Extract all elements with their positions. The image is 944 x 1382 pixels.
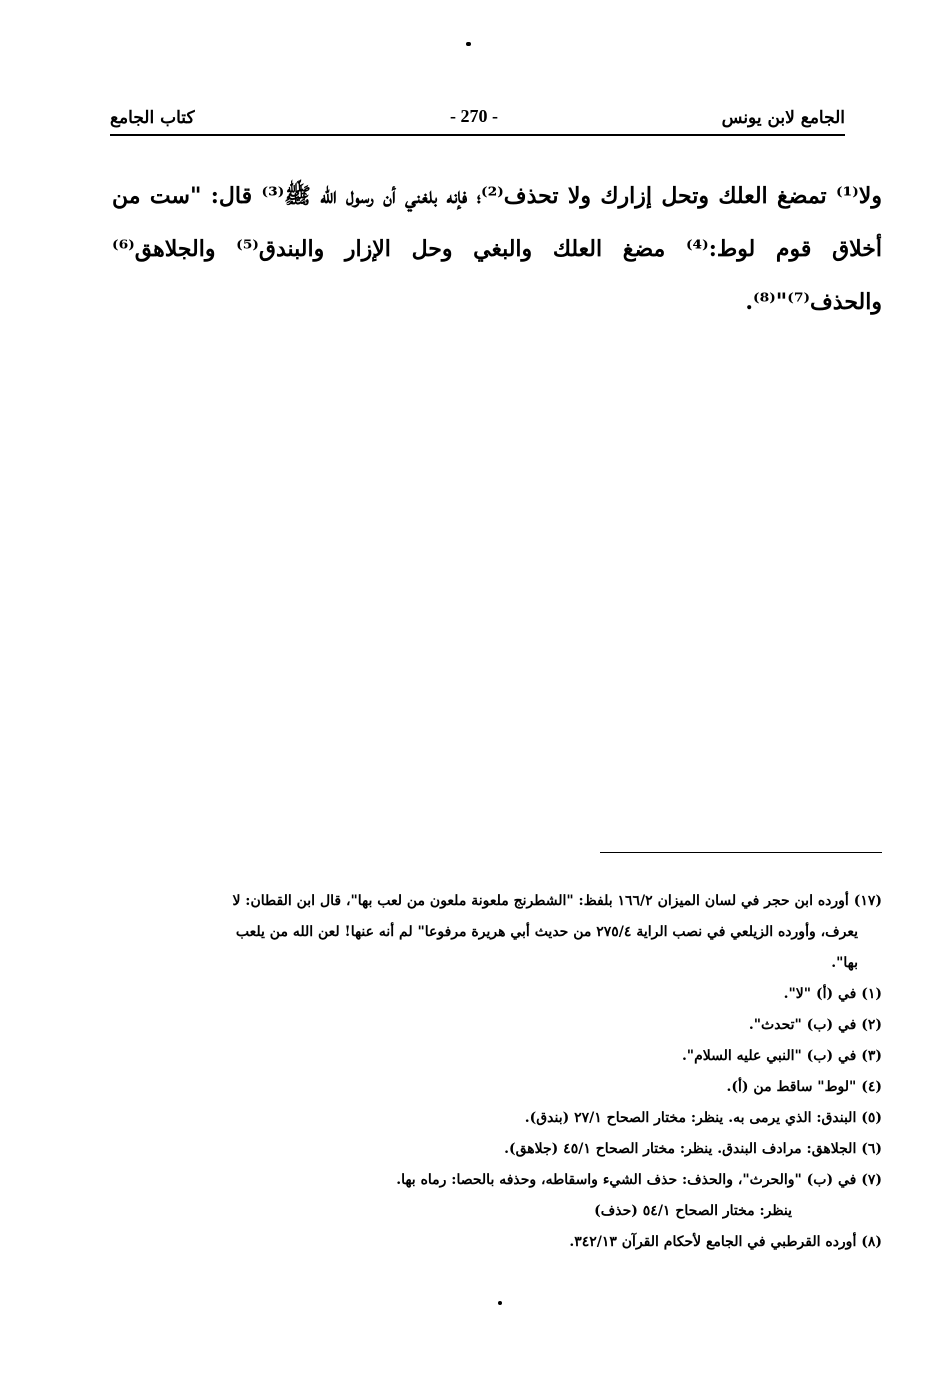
main-text — [112, 170, 882, 329]
header-book-title: الجامع لابن يونس — [721, 108, 845, 128]
footnote-7-line-1: (٧) في (ب) "والحرث"، والحذف: حذف الشيء واسقاطه، وحذفه بالحصا: رماه بها. — [396, 1172, 882, 1188]
footnote-5: (٥) البندق: الذي يرمى به. ينظر: مختار الصحاح ٢٧/١ (بندق). — [524, 1110, 882, 1126]
main-paragraph: ولا⁽¹⁾ تمضغ العلك وتحل إزارك ولا تحذف⁽²⁾؛ فإنه بلغني أن رسول الله ﷺ⁽³⁾ قال: "ست من أخلاق قوم لوط:⁽⁴⁾ مضغ العلك والبغي وحل الإزار والبندق⁽⁵⁾ والجلاهق⁽⁶⁾ والحذف⁽⁷⁾"⁽⁸⁾. — [112, 183, 882, 315]
footnote-4: (٤) "لوط" ساقط من (أ). — [726, 1079, 882, 1095]
footnotes — [102, 886, 882, 1258]
footnote-6: (٦) الجلاهق: مرادف البندق. ينظر: مختار الصحاح ٤٥/١ (جلاهق). — [504, 1141, 882, 1157]
footnote-2: (٢) في (ب) "تحدث". — [748, 1017, 882, 1033]
page-number: - 270 - — [450, 106, 498, 126]
footnote-3: (٣) في (ب) "النبي عليه السلام". — [681, 1048, 882, 1064]
header-chapter-title: كتاب الجامع — [110, 108, 195, 128]
footnote-8: (٨) أورده القرطبي في الجامع لأحكام القرآن ٣٤٢/١٣. — [569, 1234, 882, 1250]
scan-mark — [466, 42, 471, 46]
footnote-1: (١) في (أ) "لا". — [783, 986, 882, 1002]
footnote-17-line-1: (١٧) أورده ابن حجر في لسان الميزان ١٦٦/٢ بلفظ: "الشطرنج ملعونة ملعون من لعب بها"، قال ابن القطان: لا — [232, 893, 882, 909]
running-header — [110, 108, 845, 136]
footnote-separator — [600, 852, 882, 853]
footnote-17-line-3: بها". — [831, 955, 858, 971]
footnote-7-line-2: ينظر: مختار الصحاح ٥٤/١ (حذف) — [594, 1203, 792, 1219]
footnote-17-line-2: يعرف، وأورده الزيلعي في نصب الراية ٢٧٥/٤ من حديث أبي هريرة مرفوعا" لم أنه عنها! لعن الله من يلعب — [235, 924, 858, 940]
scan-mark-bottom — [498, 1301, 502, 1305]
